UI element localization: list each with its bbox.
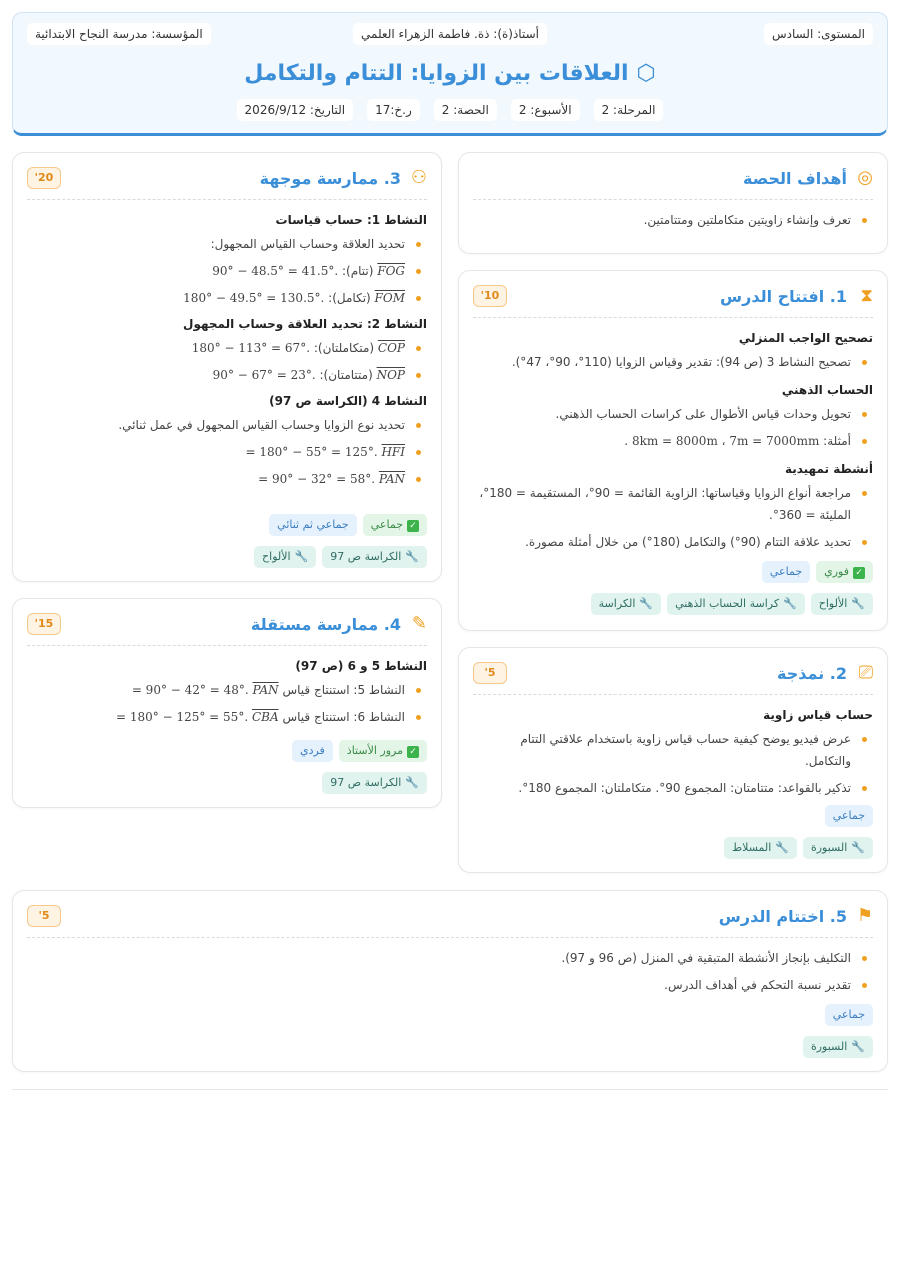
section-heading: حساب قياس زاوية [763, 708, 873, 722]
title-text: العلاقات بين الزوايا: التتام والتكامل [244, 61, 629, 86]
opening-card [458, 270, 888, 631]
level-label: المستوى: السادس [764, 23, 873, 45]
tool-chip: 🔧الكراسة ص 97 [322, 772, 427, 794]
list-item: مراجعة أنواع الزوايا وقياساتها: الزاوية القائمة = 90°، المستقيمة = 180°، المليئة = 360°. [473, 482, 873, 526]
group-chip: جماعي [825, 805, 873, 827]
lesson-header [12, 12, 888, 136]
tool-chip: 🔧الألواح [254, 546, 316, 568]
page-title [13, 61, 887, 86]
group-chip: جماعي [825, 1004, 873, 1026]
flag-icon: ⚑ [856, 905, 873, 926]
group-chip: جماعي ثم ثنائي [269, 514, 357, 536]
tool-chip: 🔧المسلاط [724, 837, 797, 859]
wrench-icon: 🔧 [851, 1040, 865, 1053]
activity-heading: النشاط 5 و 6 (ص 97) [295, 659, 427, 673]
guided-practice-card [12, 152, 442, 582]
wrench-icon: 🔧 [851, 841, 865, 854]
wrench-icon: 🔧 [405, 550, 419, 563]
wrench-icon: 🔧 [775, 841, 789, 854]
list-item: عرض فيديو يوضح كيفية حساب قياس زاوية باستخدام علاقتي التتام والتكامل. [473, 728, 873, 772]
duration-badge: 5' [27, 905, 61, 927]
week-label: الأسبوع: 2 [511, 99, 580, 121]
tool-chip: 🔧الكراسة ص 97 [322, 546, 427, 568]
list-item: FOG (تتام): 90° − 48.5° = 41.5°. [27, 260, 427, 282]
list-item: أمثلة: 8km = 8000m ، 7m = 7000mm . [473, 430, 873, 452]
section-heading: أنشطة تمهيدية [784, 462, 873, 476]
list-item: تصحيح النشاط 3 (ص 94): تقدير وقياس الزوايا (110°، 90°، 47°). [473, 351, 873, 373]
group-chip: جماعي [762, 561, 810, 583]
users-icon: ⚇ [410, 167, 427, 188]
eval-chip: ✓جماعي [363, 514, 427, 536]
closing-card [12, 890, 888, 1072]
phase-label: المرحلة: 2 [594, 99, 664, 121]
ref-label: ر.خ:17 [367, 99, 420, 121]
eval-chip: ✓فوري [816, 561, 873, 583]
tool-chip: 🔧كراسة الحساب الذهني [667, 593, 805, 615]
wrench-icon: 🔧 [851, 597, 865, 610]
duration-badge: 10' [473, 285, 507, 307]
list-item: FOM (تكامل): 180° − 49.5° = 130.5°. [27, 287, 427, 309]
hexagon-icon: ⬡ [636, 61, 656, 86]
goals-card [458, 152, 888, 254]
list-item: تحديد نوع الزوايا وحساب القياس المجهول في عمل ثنائي. [27, 414, 427, 436]
presentation-icon: ⎚ [858, 662, 873, 683]
hourglass-icon: ⧗ [860, 285, 873, 306]
duration-badge: 20' [27, 167, 61, 189]
check-icon: ✓ [853, 567, 865, 579]
list-item: تحديد العلاقة وحساب القياس المجهول: [27, 233, 427, 255]
list-item: تحديد علاقة التتام (90°) والتكامل (180°) من خلال أمثلة مصورة. [473, 531, 873, 553]
tool-chip: 🔧السبورة [803, 1036, 873, 1058]
check-icon: ✓ [407, 520, 419, 532]
list-item: التكليف بإنجاز الأنشطة المتبقية في المنزل (ص 96 و 97). [27, 947, 873, 969]
footer-divider [12, 1089, 888, 1090]
independent-practice-card [12, 598, 442, 808]
section-heading: تصحيح الواجب المنزلي [738, 331, 873, 345]
list-item: تقدير نسبة التحكم في أهداف الدرس. [27, 974, 873, 996]
target-icon: ◎ [857, 167, 873, 188]
goal-item: تعرف وإنشاء زاويتين متكاملتين ومتتامتين. [473, 209, 873, 231]
modeling-card [458, 647, 888, 873]
activity-heading: النشاط 2: تحديد العلاقة وحساب المجهول [183, 317, 427, 331]
goals-title: أهداف الحصة [743, 169, 847, 188]
closing-title: 5. اختتام الدرس [718, 907, 847, 926]
wrench-icon: 🔧 [783, 597, 797, 610]
list-item: COP (متكاملتان): 180° − 113° = 67°. [27, 337, 427, 359]
guided-title: 3. ممارسة موجهة [259, 169, 401, 188]
list-item: NOP (متتامتان): 90° − 67° = 23°. [27, 364, 427, 386]
list-item: النشاط 5: استنتاج قياس PAN = 90° − 42° = 48°. [27, 679, 427, 701]
date-label: التاريخ: 2026/9/12 [237, 99, 354, 121]
list-item: تذكير بالقواعد: متتامتان: المجموع 90°. متكاملتان: المجموع 180°. [473, 777, 873, 799]
wrench-icon: 🔧 [294, 550, 309, 563]
duration-badge: 15' [27, 613, 61, 635]
modeling-title: 2. نمذجة [777, 664, 847, 683]
activity-heading: النشاط 1: حساب قياسات [275, 213, 427, 227]
duration-badge: 5' [473, 662, 507, 684]
independent-title: 4. ممارسة مستقلة [250, 615, 401, 634]
list-item: PAN = 90° − 32° = 58°. [27, 468, 427, 490]
edit-icon: ✎ [411, 613, 427, 634]
wrench-icon: 🔧 [639, 597, 654, 610]
session-label: الحصة: 2 [434, 99, 497, 121]
list-item: تحويل وحدات قياس الأطوال على كراسات الحساب الذهني. [473, 403, 873, 425]
opening-title: 1. افتتاح الدرس [720, 287, 847, 306]
tool-chip: 🔧السبورة [803, 837, 873, 859]
list-item: HFI = 180° − 55° = 125°. [27, 441, 427, 463]
institution-label: المؤسسة: مدرسة النجاح الابتدائية [27, 23, 211, 45]
group-chip: فردي [292, 740, 333, 762]
section-heading: الحساب الذهني [781, 383, 873, 397]
tool-chip: 🔧الكراسة [591, 593, 661, 615]
activity-heading: النشاط 4 (الكراسة ص 97) [269, 394, 427, 408]
list-item: النشاط 6: استنتاج قياس CBA = 180° − 125° = 55°. [27, 706, 427, 728]
check-icon: ✓ [407, 746, 419, 758]
eval-chip: ✓مرور الأستاذ [339, 740, 427, 762]
tool-chip: 🔧الألواح [811, 593, 873, 615]
wrench-icon: 🔧 [405, 776, 419, 789]
teacher-label: أستاذ(ة): ذة. فاطمة الزهراء العلمي [353, 23, 547, 45]
